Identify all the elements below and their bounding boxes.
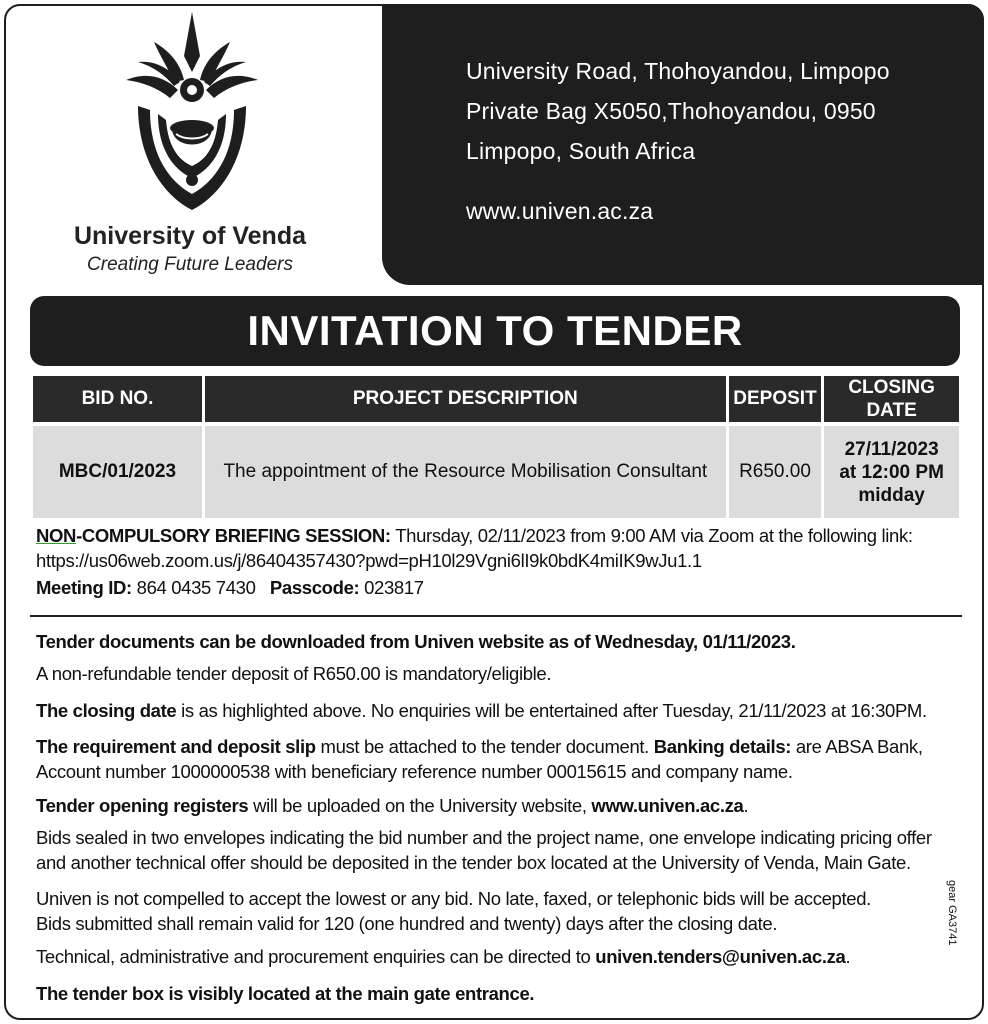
website-url: www.univen.ac.za (466, 198, 654, 224)
briefing-label-prefix: NON (36, 525, 77, 546)
university-tagline: Creating Future Leaders (87, 254, 293, 275)
passcode-value: 023817 (359, 577, 424, 598)
closing-date (824, 422, 959, 518)
address-line-1: University Road, Thohoyandou, Limpopo (466, 58, 890, 84)
closing-note (36, 699, 960, 723)
compelled-note-line-1: Univen is not compelled to accept the lowest or any bid. No late, faxed, or telephonic bids will be accepted. (36, 888, 871, 909)
meeting-id-value: 864 0435 7430 (131, 577, 256, 598)
address-line-3: Limpopo, South Africa (466, 138, 696, 164)
header-closing-date: CLOSING DATE (824, 376, 959, 422)
briefing-label: -COMPULSORY BRIEFING SESSION: (76, 525, 391, 546)
enquiries-text: Technical, administrative and procurement enquiries can be directed to (36, 946, 596, 967)
address-block (382, 4, 984, 285)
deposit-note: A non-refundable tender deposit of R650.00 is mandatory/eligible. (36, 663, 552, 684)
header-project-description: PROJECT DESCRIPTION (205, 376, 726, 422)
project-description: The appointment of the Resource Mobilisation Consultant (205, 422, 726, 518)
closing-date-line: 27/11/2023 (844, 438, 939, 460)
university-name: University of Venda (73, 222, 307, 250)
tender-banner-title: INVITATION TO TENDER (30, 296, 960, 366)
sealed-note-line-1: Bids sealed in two envelopes indicating the bid number and the project name, one envelope indicating pricing offer (36, 827, 932, 848)
sealed-note-line-2: and another technical offer should be deposited in the tender box located at the University of Venda, Main Gate. (36, 852, 911, 873)
meeting-details (36, 576, 960, 600)
closing-note-label: The closing date (36, 700, 177, 721)
header-deposit: DEPOSIT (729, 376, 822, 422)
tender-box-note: The tender box is visibly located at the main gate entrance. (36, 983, 535, 1004)
bid-number: MBC/01/2023 (33, 422, 202, 518)
ad-reference-code: gear GA3741 (946, 880, 958, 946)
registers-url[interactable]: www.univen.ac.za (591, 795, 744, 816)
registers-end: . (743, 795, 749, 816)
registers-text: will be uploaded on the University website, (248, 795, 592, 816)
meeting-id-label: Meeting ID: (36, 577, 132, 598)
logo-area (40, 8, 340, 283)
closing-midday-line: midday (858, 484, 925, 506)
section-divider (30, 615, 962, 617)
download-note: Tender documents can be downloaded from Univen website as of Wednesday, 01/11/2023. (36, 631, 796, 652)
enquiries-email[interactable]: univen.tenders@univen.ac.za (595, 946, 846, 967)
banking-label: Banking details: (653, 736, 792, 757)
registers-note (36, 794, 960, 818)
address-line-2: Private Bag X5050,Thohoyandou, 0950 (466, 98, 876, 124)
banking-text: are ABSA Bank, (791, 736, 923, 757)
deposit-amount: R650.00 (729, 422, 822, 518)
bid-table (30, 376, 962, 518)
briefing-line (36, 524, 960, 548)
account-note: Account number 1000000538 with beneficiary reference number 00015615 and company name. (36, 761, 793, 782)
university-crest-logo (124, 10, 260, 216)
requirement-note (36, 735, 960, 759)
enquiries-end: . (845, 946, 851, 967)
zoom-link[interactable]: https://us06web.zoom.us/j/86404357430?pwd=pH10l29Vgni6lI9k0bdK4miIK9wJu1.1 (36, 550, 702, 571)
enquiries-note (36, 945, 960, 969)
briefing-text: Thursday, 02/11/2023 from 9:00 AM via Zoom at the following link: (390, 525, 913, 546)
requirement-text: must be attached to the tender document. (315, 736, 654, 757)
registers-label: Tender opening registers (36, 795, 249, 816)
passcode-label: Passcode: (269, 577, 360, 598)
requirement-label: The requirement and deposit slip (36, 736, 316, 757)
compelled-note-line-2: Bids submitted shall remain valid for 120 (one hundred and twenty) days after the closing date. (36, 913, 778, 934)
closing-time-line: at 12:00 PM (839, 461, 944, 483)
table-row (33, 422, 959, 518)
header-bid-no: BID NO. (33, 376, 202, 422)
closing-note-text: is as highlighted above. No enquiries will be entertained after Tuesday, 21/11/2023 at 16:30PM. (176, 700, 927, 721)
